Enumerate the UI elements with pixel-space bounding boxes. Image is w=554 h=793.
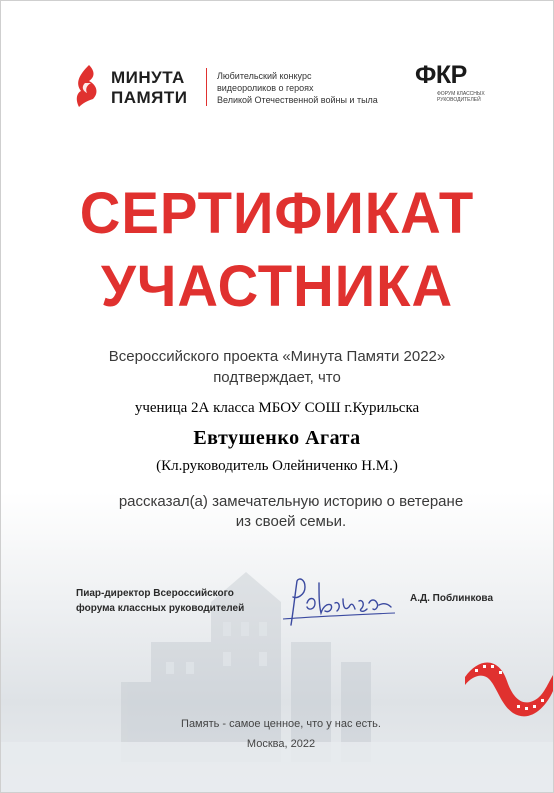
participant-name: Евтушенко Агата — [193, 427, 361, 449]
fkr-logo — [415, 63, 505, 113]
footer-motto: Память - самое ценное, что у нас есть. — [181, 718, 381, 730]
flame-ribbon-icon — [73, 63, 101, 111]
footer-place-year: Москва, 2022 — [246, 738, 316, 750]
certificate-title-line-2: УЧАСТНИКА — [100, 254, 454, 319]
certificate-title-line-1: СЕРТИФИКАТ — [79, 181, 475, 246]
tagline-line-1: Любительский конкурс — [217, 71, 312, 81]
signatory-role-line-2: форума классных руководителей — [76, 603, 245, 614]
signatory-name: А.Д. Поблинкова — [410, 593, 494, 604]
signatory-role — [76, 586, 244, 616]
contest-tagline — [217, 70, 387, 106]
fkr-logo-subtitle: ФОРУМ КЛАССНЫХ РУКОВОДИТЕЛЕЙ — [437, 91, 485, 103]
body-line-1: рассказал(а) замечательную историю о ветеране — [118, 493, 464, 510]
logo-word-minuta: МИНУТА — [111, 68, 185, 87]
body-line-2: из своей семьи. — [235, 513, 347, 530]
signatory-role-line-1: Пиар-директор Всероссийского — [76, 588, 234, 599]
film-ribbon-icon — [459, 657, 554, 727]
fkr-logo-text: ФКР — [415, 61, 467, 89]
intro-line-1: Всероссийского проекта «Минута Памяти 2022» — [108, 348, 446, 365]
logo-word-pamyati: ПАМЯТИ — [111, 88, 188, 107]
header-divider — [206, 68, 207, 106]
tagline-line-2: видеороликов о героях — [217, 83, 314, 93]
teacher-line: (Кл.руководитель Олейниченко Н.М.) — [156, 458, 398, 474]
tagline-line-3: Великой Отечественной войны и тыла — [217, 95, 378, 105]
intro-line-2: подтверждает, что — [213, 369, 341, 386]
minuta-pamyati-logo — [73, 63, 213, 113]
handwritten-signature — [279, 573, 399, 633]
student-class-line: ученица 2А класса МБОУ СОШ г.Курильска — [134, 400, 420, 416]
